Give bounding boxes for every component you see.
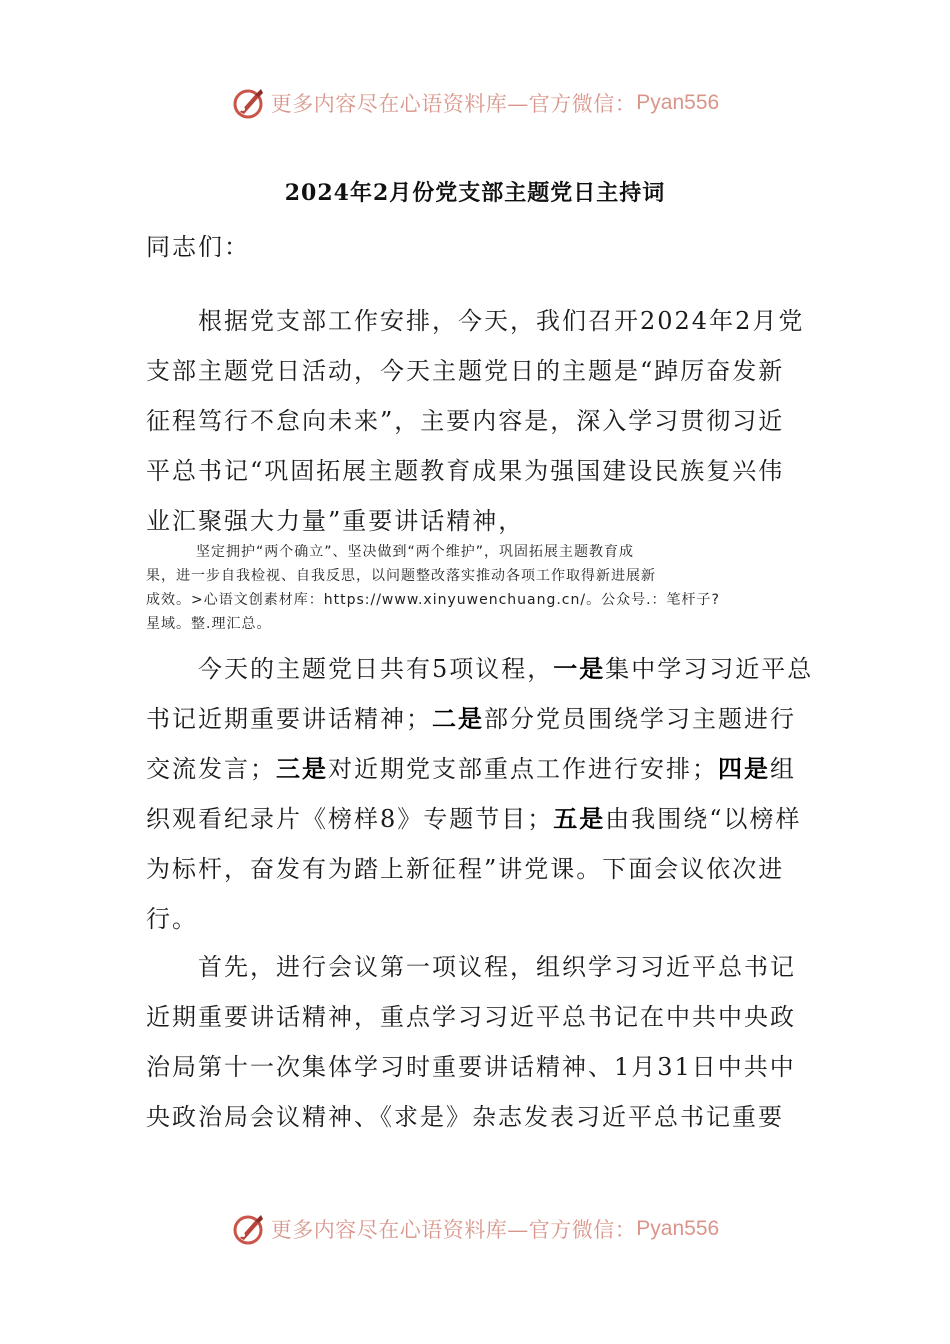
watermark-wechat-id: Pyan556 — [636, 91, 720, 114]
text-run: 组 — [770, 755, 796, 783]
note-line: 星域。整.理汇总。 — [146, 616, 272, 632]
bold-label: 五是 — [553, 804, 606, 833]
bold-label: 三是 — [276, 754, 328, 783]
greeting — [146, 222, 811, 272]
page-title: 2024年2月份党支部主题党日主持词 — [284, 180, 666, 206]
text-run: 织观看纪录片《榜样8》专题节目； — [146, 805, 554, 833]
paragraph-3 — [146, 942, 811, 1142]
bold-label: 四是 — [718, 754, 770, 783]
text-run: 书记近期重要讲话精神； — [146, 705, 432, 733]
paragraph-line — [146, 744, 811, 794]
paragraph-line: 支部主题党日活动，今天主题党日的主题是“踔厉奋发新 — [146, 357, 785, 385]
watermark-banner-top — [0, 83, 950, 123]
note-line: 坚定拥护“两个确立”、坚决做到“两个维护”，巩固拓展主题教育成 — [196, 544, 635, 560]
watermark-text: 更多内容尽在心语资料库—官方微信： — [270, 92, 637, 116]
watermark-wechat-id: Pyan556 — [636, 1217, 720, 1240]
greeting-line: 同志们： — [146, 233, 250, 261]
paragraph-line: 业汇聚强大力量”重要讲话精神， — [146, 507, 525, 535]
pen-nib-circle-icon — [231, 85, 267, 121]
inserted-note — [146, 540, 811, 636]
paragraph-line: 治局第十一次集体学习时重要讲话精神、1月31日中共中 — [146, 1053, 796, 1081]
pen-nib-circle-icon — [231, 1211, 267, 1247]
text-run: 由我围绕“以榜样 — [605, 805, 802, 833]
text-run: 对近期党支部重点工作进行安排； — [328, 755, 718, 783]
note-line: 果，进一步自我检视、自我反思，以问题整改落实推动各项工作取得新进展新 — [146, 568, 656, 584]
bold-label: 二是 — [432, 704, 484, 733]
paragraph-line: 根据党支部工作安排，今天，我们召开2024年2月党 — [198, 307, 805, 335]
text-run: 今天的主题党日共有5项议程， — [198, 655, 554, 683]
paragraph-2 — [146, 644, 814, 944]
text-run: 部分党员围绕学习主题进行 — [484, 705, 796, 733]
paragraph-line: 央政治局会议精神、《求是》杂志发表习近平总书记重要 — [146, 1103, 784, 1131]
paragraph-line: 行。 — [146, 905, 198, 933]
paragraph-line — [146, 694, 811, 744]
note-line: 成效。>心语文创素材库：https://www.xinyuwenchuang.cn/。公众号.：笔杆子? — [146, 592, 720, 608]
paragraph-line: 征程笃行不怠向未来”，主要内容是，深入学习贯彻习近 — [146, 407, 785, 435]
paragraph-line: 近期重要讲话精神，重点学习习近平总书记在中共中央政 — [146, 1003, 796, 1031]
bold-label: 一是 — [553, 654, 606, 683]
paragraph-line: 为标杆，奋发有为踏上新征程”讲党课。下面会议依次进 — [146, 855, 785, 883]
paragraph-line: 首先，进行会议第一项议程，组织学习习近平总书记 — [198, 953, 796, 981]
text-run: 交流发言； — [146, 755, 276, 783]
watermark-banner-bottom — [0, 1209, 950, 1249]
paragraph-line — [146, 794, 811, 844]
paragraph-1 — [146, 296, 811, 546]
watermark-text: 更多内容尽在心语资料库—官方微信： — [270, 1218, 637, 1242]
paragraph-line: 平总书记“巩固拓展主题教育成果为强国建设民族复兴伟 — [146, 457, 785, 485]
text-run: 集中学习习近平总 — [605, 655, 814, 683]
paragraph-line — [146, 644, 814, 694]
